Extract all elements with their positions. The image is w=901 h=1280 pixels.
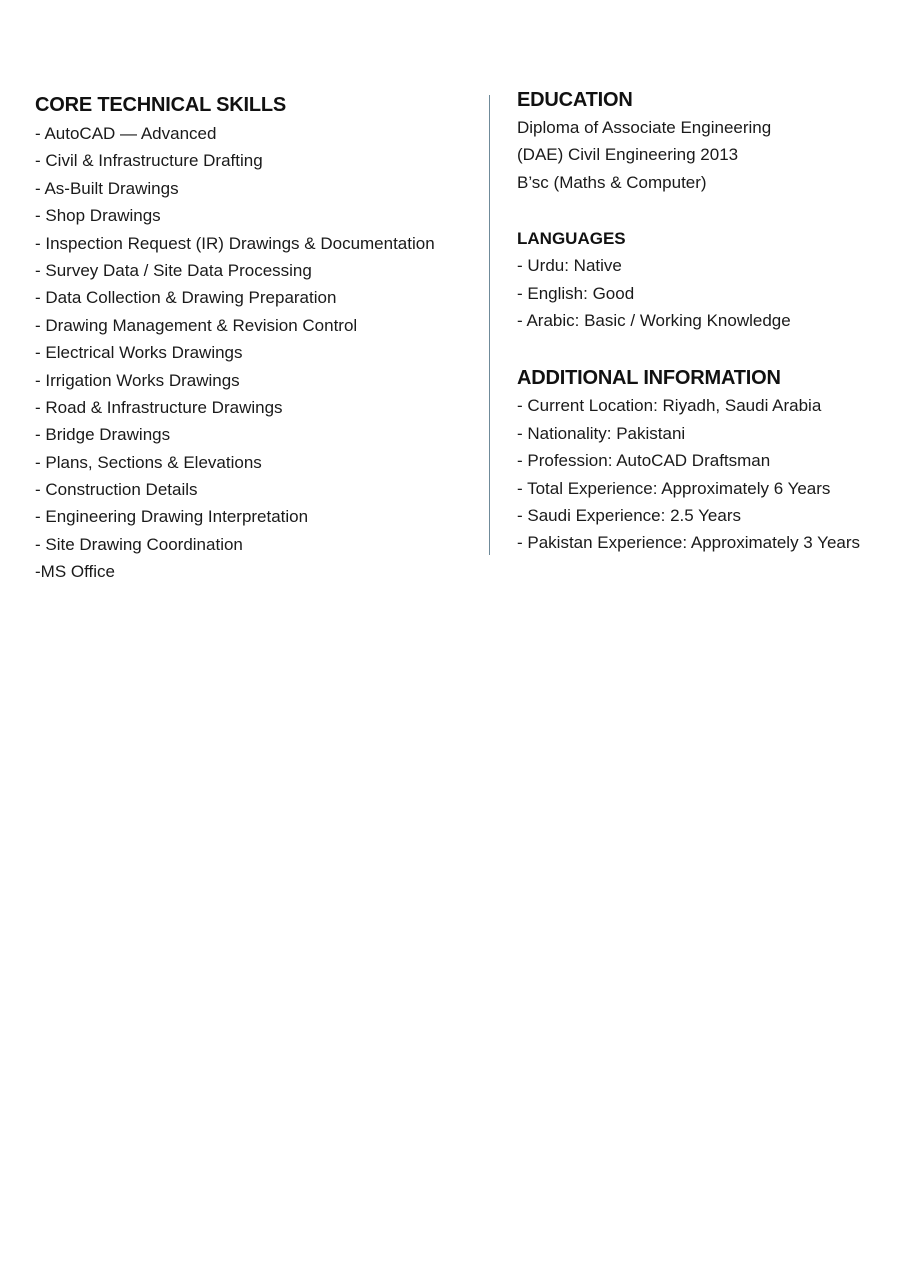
list-item: - Bridge Drawings xyxy=(35,425,171,445)
list-item: - Profession: AutoCAD Draftsman xyxy=(517,451,771,471)
core-skills-heading: CORE TECHNICAL SKILLS xyxy=(35,94,286,116)
list-item: - Inspection Request (IR) Drawings & Documentation xyxy=(35,233,435,253)
list-item: - Road & Infrastructure Drawings xyxy=(35,397,283,417)
list-item: - Drawing Management & Revision Control xyxy=(35,315,358,335)
list-item: - Civil & Infrastructure Drafting xyxy=(35,151,263,171)
education-section xyxy=(517,86,897,196)
list-item: - AutoCAD — Advanced xyxy=(35,124,217,143)
list-item: - Electrical Works Drawings xyxy=(35,343,243,363)
list-item: - Irrigation Works Drawings xyxy=(35,370,240,390)
additional-info-list xyxy=(517,392,897,556)
languages-section xyxy=(517,226,897,334)
education-details xyxy=(517,114,897,196)
languages-heading: LANGUAGES xyxy=(517,229,626,249)
education-line: Diploma of Associate Engineering xyxy=(517,118,772,137)
list-item: -MS Office xyxy=(35,562,115,582)
list-item: - Survey Data / Site Data Processing xyxy=(35,260,312,280)
list-item: - Plans, Sections & Elevations xyxy=(35,452,262,472)
core-skills-list xyxy=(35,120,480,586)
additional-info-heading: ADDITIONAL INFORMATION xyxy=(517,367,781,390)
list-item: - Nationality: Pakistani xyxy=(517,423,686,443)
languages-list xyxy=(517,252,897,334)
list-item: - Current Location: Riyadh, Saudi Arabia xyxy=(517,396,822,416)
list-item: - Arabic: Basic / Working Knowledge xyxy=(517,310,791,330)
core-skills-section xyxy=(35,90,480,586)
column-divider xyxy=(489,95,490,555)
list-item: - Saudi Experience: 2.5 Years xyxy=(517,505,741,525)
list-item: - English: Good xyxy=(517,283,635,303)
list-item: - Data Collection & Drawing Preparation xyxy=(35,288,337,308)
education-line: (DAE) Civil Engineering 2013 xyxy=(517,145,739,165)
list-item: - Pakistan Experience: Approximately 3 Years xyxy=(517,533,861,553)
list-item: - Construction Details xyxy=(35,480,198,500)
list-item: - Engineering Drawing Interpretation xyxy=(35,507,309,527)
right-column xyxy=(517,86,897,557)
education-heading: EDUCATION xyxy=(517,89,633,111)
additional-info-section xyxy=(517,364,897,556)
list-item: - As-Built Drawings xyxy=(35,178,179,198)
list-item: - Urdu: Native xyxy=(517,256,622,276)
list-item: - Site Drawing Coordination xyxy=(35,534,243,554)
list-item: - Shop Drawings xyxy=(35,206,161,226)
education-line: B’sc (Maths & Computer) xyxy=(517,172,707,192)
list-item: - Total Experience: Approximately 6 Years xyxy=(517,478,831,498)
